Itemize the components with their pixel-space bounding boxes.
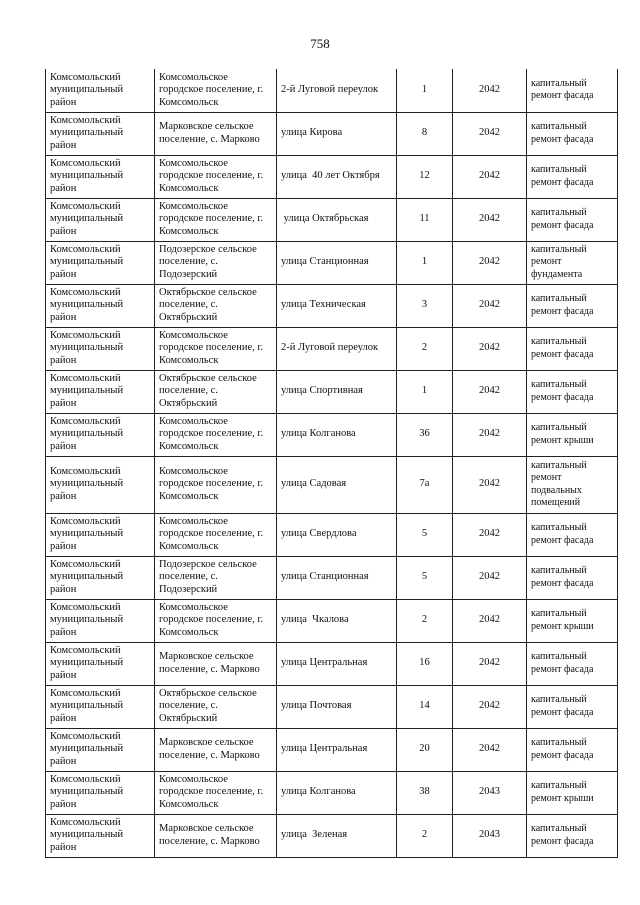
settlement-cell: Октябрьское сельское поселение, с. Октябрьский: [155, 284, 277, 327]
work-type-cell: капитальный ремонт фасада: [527, 327, 618, 370]
house-number-cell: 1: [397, 370, 453, 413]
settlement-cell: Октябрьское сельское поселение, с. Октябрьский: [155, 685, 277, 728]
house-number-cell: 2: [397, 814, 453, 857]
settlement-cell: Подозерское сельское поселение, с. Подозерский: [155, 556, 277, 599]
house-number-cell: 3: [397, 284, 453, 327]
work-type-cell: капитальный ремонт фасада: [527, 112, 618, 155]
table-row: [46, 685, 618, 728]
year-cell: 2042: [453, 642, 527, 685]
district-cell: Комсомольский муниципальный район: [46, 413, 155, 456]
year-cell: 2042: [453, 155, 527, 198]
year-cell: 2042: [453, 241, 527, 284]
work-type-cell: капитальный ремонт фасада: [527, 198, 618, 241]
district-cell: Комсомольский муниципальный район: [46, 642, 155, 685]
district-cell: Комсомольский муниципальный район: [46, 513, 155, 556]
table-body: [46, 69, 618, 857]
street-cell: улица Кирова: [277, 112, 397, 155]
table-row: [46, 69, 618, 112]
district-cell: Комсомольский муниципальный район: [46, 728, 155, 771]
district-cell: Комсомольский муниципальный район: [46, 112, 155, 155]
district-cell: Комсомольский муниципальный район: [46, 155, 155, 198]
street-cell: улица Почтовая: [277, 685, 397, 728]
street-cell: улица Свердлова: [277, 513, 397, 556]
work-type-cell: капитальный ремонт крыши: [527, 771, 618, 814]
street-cell: улица Спортивная: [277, 370, 397, 413]
table-row: [46, 642, 618, 685]
settlement-cell: Комсомольское городское поселение, г. Комсомольск: [155, 771, 277, 814]
work-type-cell: капитальный ремонт фасада: [527, 556, 618, 599]
house-number-cell: 12: [397, 155, 453, 198]
repair-schedule-table: [45, 69, 618, 858]
year-cell: 2042: [453, 327, 527, 370]
house-number-cell: 5: [397, 513, 453, 556]
year-cell: 2042: [453, 284, 527, 327]
table-row: [46, 241, 618, 284]
year-cell: 2042: [453, 599, 527, 642]
settlement-cell: Подозерское сельское поселение, с. Подозерский: [155, 241, 277, 284]
district-cell: Комсомольский муниципальный район: [46, 370, 155, 413]
street-cell: улица Станционная: [277, 556, 397, 599]
table-row: [46, 556, 618, 599]
year-cell: 2042: [453, 198, 527, 241]
work-type-cell: капитальный ремонт фасада: [527, 155, 618, 198]
house-number-cell: 1: [397, 241, 453, 284]
work-type-cell: капитальный ремонт фундамента: [527, 241, 618, 284]
street-cell: улица Центральная: [277, 728, 397, 771]
table-row: [46, 513, 618, 556]
table-row: [46, 370, 618, 413]
district-cell: Комсомольский муниципальный район: [46, 327, 155, 370]
table-row: [46, 155, 618, 198]
settlement-cell: Комсомольское городское поселение, г. Комсомольск: [155, 456, 277, 513]
street-cell: 2-й Луговой переулок: [277, 327, 397, 370]
year-cell: 2042: [453, 513, 527, 556]
settlement-cell: Комсомольское городское поселение, г. Комсомольск: [155, 198, 277, 241]
street-cell: улица 40 лет Октября: [277, 155, 397, 198]
house-number-cell: 36: [397, 413, 453, 456]
year-cell: 2042: [453, 728, 527, 771]
district-cell: Комсомольский муниципальный район: [46, 456, 155, 513]
house-number-cell: 16: [397, 642, 453, 685]
table-row: [46, 112, 618, 155]
settlement-cell: Марковское сельское поселение, с. Марково: [155, 642, 277, 685]
work-type-cell: капитальный ремонт фасада: [527, 814, 618, 857]
settlement-cell: Марковское сельское поселение, с. Марково: [155, 112, 277, 155]
street-cell: улица Центральная: [277, 642, 397, 685]
district-cell: Комсомольский муниципальный район: [46, 685, 155, 728]
district-cell: Комсомольский муниципальный район: [46, 284, 155, 327]
settlement-cell: Комсомольское городское поселение, г. Комсомольск: [155, 155, 277, 198]
district-cell: Комсомольский муниципальный район: [46, 599, 155, 642]
work-type-cell: капитальный ремонт фасада: [527, 642, 618, 685]
settlement-cell: Комсомольское городское поселение, г. Комсомольск: [155, 513, 277, 556]
repair-schedule-table-container: [45, 69, 617, 858]
district-cell: Комсомольский муниципальный район: [46, 241, 155, 284]
year-cell: 2042: [453, 413, 527, 456]
street-cell: улица Станционная: [277, 241, 397, 284]
street-cell: улица Зеленая: [277, 814, 397, 857]
street-cell: улица Октябрьская: [277, 198, 397, 241]
street-cell: 2-й Луговой переулок: [277, 69, 397, 112]
settlement-cell: Октябрьское сельское поселение, с. Октябрьский: [155, 370, 277, 413]
year-cell: 2042: [453, 685, 527, 728]
settlement-cell: Марковское сельское поселение, с. Марково: [155, 728, 277, 771]
year-cell: 2042: [453, 456, 527, 513]
district-cell: Комсомольский муниципальный район: [46, 771, 155, 814]
table-row: [46, 456, 618, 513]
house-number-cell: 2: [397, 327, 453, 370]
table-row: [46, 327, 618, 370]
settlement-cell: Комсомольское городское поселение, г. Комсомольск: [155, 327, 277, 370]
district-cell: Комсомольский муниципальный район: [46, 69, 155, 112]
year-cell: 2042: [453, 69, 527, 112]
work-type-cell: капитальный ремонт фасада: [527, 69, 618, 112]
street-cell: улица Садовая: [277, 456, 397, 513]
year-cell: 2043: [453, 814, 527, 857]
settlement-cell: Комсомольское городское поселение, г. Комсомольск: [155, 599, 277, 642]
year-cell: 2042: [453, 112, 527, 155]
district-cell: Комсомольский муниципальный район: [46, 814, 155, 857]
work-type-cell: капитальный ремонт фасада: [527, 513, 618, 556]
table-row: [46, 814, 618, 857]
year-cell: 2043: [453, 771, 527, 814]
house-number-cell: 7а: [397, 456, 453, 513]
work-type-cell: капитальный ремонт фасада: [527, 685, 618, 728]
table-row: [46, 284, 618, 327]
work-type-cell: капитальный ремонт фасада: [527, 284, 618, 327]
work-type-cell: капитальный ремонт подвальных помещений: [527, 456, 618, 513]
work-type-cell: капитальный ремонт крыши: [527, 599, 618, 642]
table-row: [46, 599, 618, 642]
house-number-cell: 20: [397, 728, 453, 771]
house-number-cell: 5: [397, 556, 453, 599]
settlement-cell: Комсомольское городское поселение, г. Комсомольск: [155, 69, 277, 112]
year-cell: 2042: [453, 556, 527, 599]
settlement-cell: Комсомольское городское поселение, г. Комсомольск: [155, 413, 277, 456]
street-cell: улица Колганова: [277, 413, 397, 456]
district-cell: Комсомольский муниципальный район: [46, 556, 155, 599]
house-number-cell: 38: [397, 771, 453, 814]
district-cell: Комсомольский муниципальный район: [46, 198, 155, 241]
street-cell: улица Техническая: [277, 284, 397, 327]
house-number-cell: 8: [397, 112, 453, 155]
street-cell: улица Колганова: [277, 771, 397, 814]
house-number-cell: 14: [397, 685, 453, 728]
table-row: [46, 413, 618, 456]
year-cell: 2042: [453, 370, 527, 413]
work-type-cell: капитальный ремонт фасада: [527, 728, 618, 771]
work-type-cell: капитальный ремонт фасада: [527, 370, 618, 413]
work-type-cell: капитальный ремонт крыши: [527, 413, 618, 456]
house-number-cell: 2: [397, 599, 453, 642]
table-row: [46, 198, 618, 241]
settlement-cell: Марковское сельское поселение, с. Марково: [155, 814, 277, 857]
table-row: [46, 728, 618, 771]
house-number-cell: 1: [397, 69, 453, 112]
page-number: 758: [310, 36, 330, 51]
street-cell: улица Чкалова: [277, 599, 397, 642]
house-number-cell: 11: [397, 198, 453, 241]
table-row: [46, 771, 618, 814]
